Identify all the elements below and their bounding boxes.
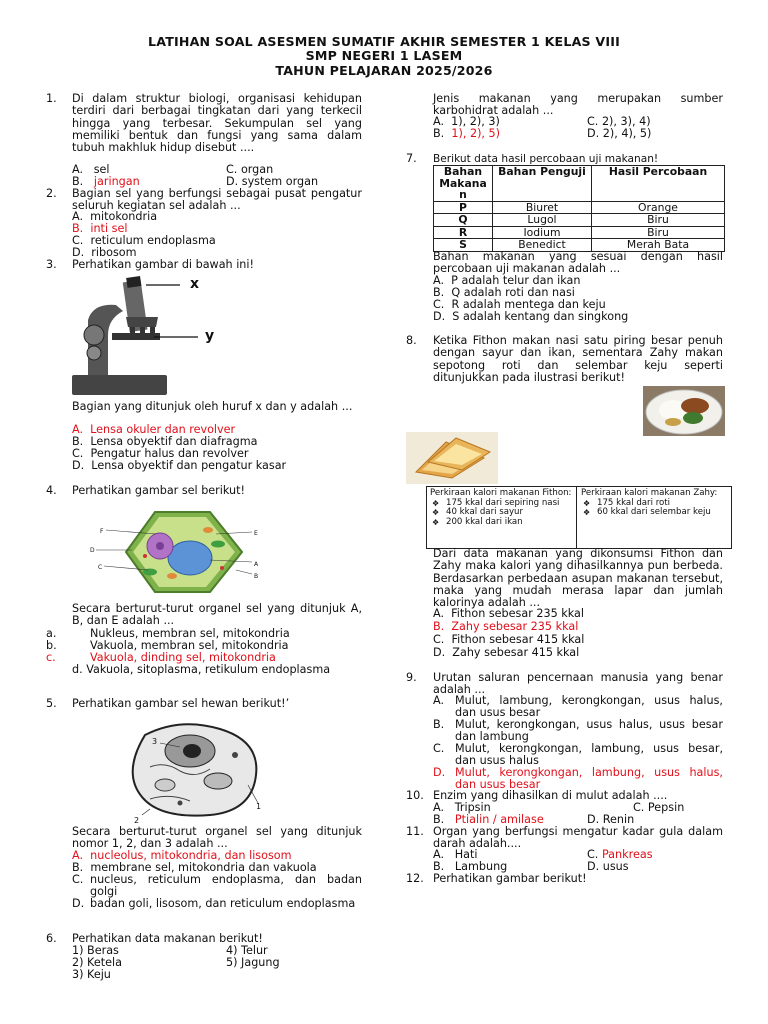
q5-label-1: 1 <box>256 802 262 811</box>
q7-cell: S <box>434 239 493 252</box>
q9-option-a-label: A. <box>433 694 445 707</box>
q7-option-a: A. P adalah telur dan ikan <box>433 274 581 287</box>
fithon-calorie-cell <box>427 487 577 548</box>
q4-text: Perhatikan gambar sel berikut! <box>72 484 245 497</box>
q8-option-a: A. Fithon sebesar 235 kkal <box>433 607 585 620</box>
q9-option-c-label: C. <box>433 742 445 755</box>
q5-option-d: badan goli, lisosom, dan reticulum endoplasma <box>90 897 356 910</box>
q4-option-a-text: Nukleus, membran sel, mitokondria <box>90 627 290 640</box>
q10-text: Enzim yang dihasilkan di mulut adalah .... <box>433 789 668 802</box>
q12-number: 12. <box>406 872 424 885</box>
q7-number: 7. <box>406 152 417 165</box>
animal-cell-image <box>120 715 270 825</box>
list-item: ❖ 175 kkal dari roti <box>581 499 728 509</box>
q4-label-e: E <box>254 530 258 537</box>
q6-item-5: 5) Jagung <box>226 956 280 969</box>
q3-question: Bagian yang ditunjuk oleh huruf x dan y adalah ... <box>72 400 353 413</box>
q7-table <box>433 165 725 252</box>
q9-text: Urutan saluran pencernaan manusia yang benar adalah ... <box>433 671 723 697</box>
list-item: ❖ 40 kkal dari sayur <box>430 508 573 518</box>
q4-label-d: D <box>90 547 95 554</box>
q5-option-c: nucleus, reticulum endoplasma, dan badan golgi <box>90 873 362 899</box>
table-row <box>434 214 725 227</box>
zahy-calorie-cell <box>578 487 731 548</box>
table-row <box>434 226 725 239</box>
header-year: TAHUN PELAJARAN 2025/2026 <box>275 63 493 78</box>
q7-cell: Benedict <box>493 239 592 252</box>
q10-option-b: B. Ptialin / amilase <box>433 813 544 826</box>
q4-label-b: B <box>254 573 259 580</box>
q1-number: 1. <box>46 92 57 105</box>
q1-option-d: D. system organ <box>226 175 319 188</box>
q3-option-d: D. Lensa obyektif dan pengatur kasar <box>72 459 287 472</box>
q7-header-hasil: Hasil Percobaan <box>592 166 725 202</box>
q7-cell: Q <box>434 214 493 227</box>
list-item: ❖ 175 kkal dari sepiring nasi <box>430 499 573 509</box>
q6-option-b: B. 1), 2), 5) <box>433 127 501 140</box>
q3-option-b: B. Lensa obyektif dan diafragma <box>72 435 258 448</box>
q9-option-a: Mulut, lambung, kerongkongan, usus halus, dan usus besar <box>455 694 723 720</box>
q4-label-f: F <box>100 528 104 535</box>
q2-number: 2. <box>46 187 57 200</box>
q4-label-a: A <box>254 561 259 568</box>
list-item: ❖ 60 kkal dari selembar keju <box>581 508 728 518</box>
q5-option-b: B. membrane sel, mitokondria dan vakuola <box>72 861 317 874</box>
q1-option-c: C. organ <box>226 163 274 176</box>
q5-question: Secara berturut-turut organel sel yang ditunjuk nomor 1, 2, dan 3 adalah ... <box>72 825 362 851</box>
q2-option-d: D. ribosom <box>72 246 137 259</box>
zahy-calorie-title: Perkiraan kalori makanan Zahy: <box>581 488 718 498</box>
q9-number: 9. <box>406 671 417 684</box>
q3-text: Perhatikan gambar di bawah ini! <box>72 258 254 271</box>
q7-option-c: C. R adalah mentega dan keju <box>433 298 606 311</box>
q7-cell: Biuret <box>493 201 592 214</box>
q8-number: 8. <box>406 334 417 347</box>
q5-label-3: 3 <box>152 737 158 746</box>
q2-option-b: B. inti sel <box>72 222 128 235</box>
q4-question: Secara berturut-turut organel sel yang ditunjuk A, B, dan E adalah ... <box>72 602 362 628</box>
q10-option-d: D. Renin <box>587 813 635 826</box>
q7-cell: P <box>434 201 493 214</box>
fithon-calorie-title: Perkiraan kalori makanan Fithon: <box>430 488 572 498</box>
rice-plate-image <box>643 386 725 436</box>
q2-option-a: A. mitokondria <box>72 210 158 223</box>
q8-option-c: C. Fithon sebesar 415 kkal <box>433 633 585 646</box>
q1-text: Di dalam struktur biologi, organisasi kehidupan terdiri dari berbagai tingkatan dari yang terkecil hingga yang terbesar. Sekumpulan sel yang memiliki bentuk dan fungsi yang sama dalam tubuh makhluk hidup disebut .... <box>72 92 362 155</box>
q11-option-a: A. Hati <box>433 848 478 861</box>
q11-number: 11. <box>406 825 424 838</box>
q8-text: Ketika Fithon makan nasi satu piring besar penuh dengan sayur dan ikan, sementara Zahy makan sepotong roti dan selembar keju seperti ditunjukkan pada ilustrasi berikut! <box>433 334 723 384</box>
microscope-image <box>68 275 218 400</box>
q7-option-b: B. Q adalah roti dan nasi <box>433 286 575 299</box>
q4-option-a: a. <box>46 627 57 640</box>
q7-cell: Lugol <box>493 214 592 227</box>
calorie-box <box>426 486 732 549</box>
q9-option-b-label: B. <box>433 718 445 731</box>
q8-option-d: D. Zahy sebesar 415 kkal <box>433 646 580 659</box>
q5-label-2: 2 <box>134 816 140 825</box>
q8-question: Dari data makanan yang dikonsumsi Fithon dan Zahy maka kalori yang dihasilkannya pun berbeda. Berdasarkan perbedaan asupan makanan tersebut, maka yang mudah merasa lapar dan jumlah kalorinya adalah ... <box>433 547 723 610</box>
q11-option-d: D. usus <box>587 860 629 873</box>
q4-option-c: c. <box>46 651 56 664</box>
q9-option-c: Mulut, kerongkongan, lambung, usus besar, dan usus halus <box>455 742 723 768</box>
q4-number: 4. <box>46 484 57 497</box>
q5-option-a: A. nucleolus, mitokondria, dan lisosom <box>72 849 292 862</box>
q3-option-a: A. Lensa okuler dan revolver <box>72 423 236 436</box>
header-title: LATIHAN SOAL ASESMEN SUMATIF AKHIR SEMESTER 1 KELAS VIII <box>148 34 620 49</box>
q2-option-c: C. reticulum endoplasma <box>72 234 216 247</box>
q7-header-bahan: Bahan Makana n <box>434 166 493 202</box>
q7-cell: R <box>434 226 493 239</box>
q11-option-c: C. Pankreas <box>587 848 653 861</box>
q9-option-b: Mulut, kerongkongan, usus halus, usus besar dan lambung <box>455 718 723 744</box>
q7-cell: Orange <box>592 201 725 214</box>
q3-option-c: C. Pengatur halus dan revolver <box>72 447 249 460</box>
q7-text: Berikut data hasil percobaan uji makanan! <box>433 153 659 165</box>
q4-label-c: C <box>98 564 103 571</box>
bread-cheese-image <box>406 432 498 484</box>
header-school: SMP NEGERI 1 LASEM <box>305 48 463 63</box>
q5-option-c-label: C. <box>72 873 84 886</box>
q4-option-c-text: Vakuola, dinding sel, mitokondria <box>90 651 276 664</box>
q5-option-d-label: D. <box>72 897 85 910</box>
q5-text: Perhatikan gambar sel hewan berikut!’ <box>72 697 290 710</box>
q7-option-d: D. S adalah kentang dan singkong <box>433 310 629 323</box>
q1-option-b: B. jaringan <box>72 175 140 188</box>
q6-option-c: C. 2), 3), 4) <box>587 115 651 128</box>
q10-number: 10. <box>406 789 424 802</box>
q10-option-c: C. Pepsin <box>633 801 685 814</box>
q6-option-d: D. 2), 4), 5) <box>587 127 652 140</box>
q6-number: 6. <box>46 932 57 945</box>
q10-option-a: A. Tripsin <box>433 801 491 814</box>
q6-item-1: 1) Beras <box>72 944 119 957</box>
q7-header-penguji: Bahan Penguji <box>493 166 592 202</box>
q6-text: Perhatikan data makanan berikut! <box>72 932 263 945</box>
q11-text: Organ yang berfungsi mengatur kadar gula dalam darah adalah.... <box>433 825 723 851</box>
q2-text: Bagian sel yang berfungsi sebagai pusat pengatur seluruh kegiatan sel adalah ... <box>72 187 362 213</box>
q4-option-d: d. Vakuola, sitoplasma, retikulum endoplasma <box>72 663 331 676</box>
q5-number: 5. <box>46 697 57 710</box>
q6-item-4: 4) Telur <box>226 944 268 957</box>
q6-item-2: 2) Ketela <box>72 956 122 969</box>
q4-option-b-text: Vakuola, membran sel, mitokondria <box>90 639 289 652</box>
plant-cell-image <box>90 508 265 598</box>
q7-cell: Biru <box>592 214 725 227</box>
q8-option-b: B. Zahy sebesar 235 kkal <box>433 620 579 633</box>
list-item: ❖ 200 kkal dari ikan <box>430 518 573 528</box>
q11-option-b: B. Lambung <box>433 860 508 873</box>
q7-cell: Iodium <box>493 226 592 239</box>
table-row <box>434 201 725 214</box>
q7-cell: Merah Bata <box>592 239 725 252</box>
q7-question: Bahan makanan yang sesuai dengan hasil percobaan uji makanan adalah ... <box>433 250 723 276</box>
q6-option-a: A. 1), 2), 3) <box>433 115 500 128</box>
q3-number: 3. <box>46 258 57 271</box>
q3-label-x: x <box>190 276 200 292</box>
q7-cell: Biru <box>592 226 725 239</box>
q6-item-3: 3) Keju <box>72 968 111 981</box>
q4-option-b: b. <box>46 639 57 652</box>
q9-option-d-label: D. <box>433 766 446 779</box>
q9-option-d: Mulut, kerongkongan, lambung, usus halus, dan usus besar <box>455 766 723 792</box>
q3-label-y: y <box>205 328 215 344</box>
q1-option-a: A. sel <box>72 163 110 176</box>
q6-question: Jenis makanan yang merupakan sumber karbohidrat adalah ... <box>433 92 723 118</box>
q12-text: Perhatikan gambar berikut! <box>433 872 587 885</box>
